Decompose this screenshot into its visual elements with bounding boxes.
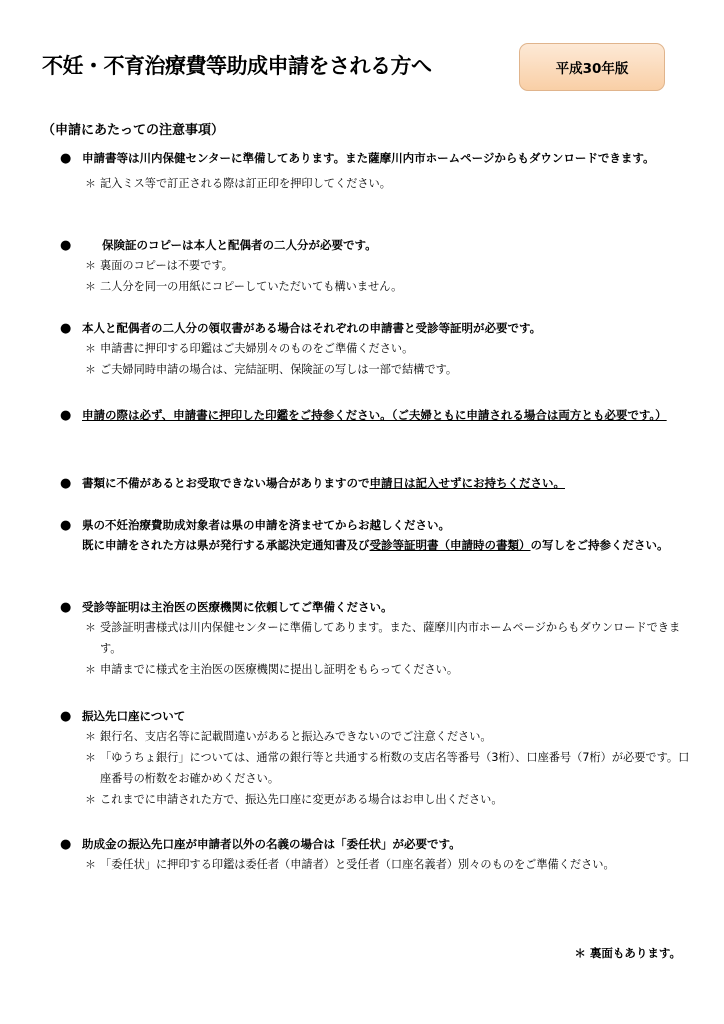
notice-item-text: 受診等証明は主治医の医療機関に依頼してご準備ください。 [82,600,393,614]
sub-note-mark: ＊ [85,751,96,764]
notice-item-text: 本人と配偶者の二人分の領収書がある場合はそれぞれの申請書と受診等証明が必要です。 [82,321,542,335]
sub-note: ＊ 「委任状」に押印する印鑑は委任者（申請者）と受任者（口座名義者）別々のものをご準備ください。 [82,854,690,875]
notice-item-treatment-certificate [60,597,690,680]
notice-item-receipts [60,318,690,380]
notice-item-application-form [60,148,690,194]
bullet-icon: ● [60,151,72,166]
page-title: 不妊・不育治療費等助成申請をされる方へ [42,54,432,78]
sub-note: ＊ ご夫婦同時申請の場合は、完結証明、保険証の写しは一部で結構です。 [82,359,690,380]
bullet-icon: ● [60,837,72,852]
bullet-icon: ● [60,600,72,615]
sub-note: ＊ 裏面のコピーは不要です。 [82,255,690,276]
sub-note-mark: ＊ [85,342,96,355]
bullet-icon: ● [60,476,72,491]
notice-item-insurance-card [60,235,690,297]
sub-note-mark: ＊ [85,663,96,676]
sub-note: ＊ 受診証明書様式は川内保健センターに準備してあります。また、薩摩川内市ホームページからもダウンロードできます。 [82,617,690,659]
notice-item-text: 県の不妊治療費助成対象者は県の申請を済ませてからお越しください。 既に申請をされた方は県が発行する承認決定通知書及び受診等証明書（申請時の書類）の写しをご持参ください。 [82,518,669,552]
notice-item-text: 助成金の振込先口座が申請者以外の名義の場合は「委任状」が必要です。 [82,837,461,851]
sub-note-mark: ＊ [85,858,96,871]
sub-note: ＊ 銀行名、支店名等に記載間違いがあると振込みできないのでご注意ください。 [82,726,690,747]
sub-note-mark: ＊ [85,259,96,272]
sub-note: ＊ 二人分を同一の用紙にコピーしていただいても構いません。 [82,276,690,297]
notice-item-bank-account [60,706,690,810]
sub-note-mark: ＊ [85,177,96,190]
edition-badge: 平成30年版 [519,43,665,91]
sub-note: ＊ 「ゆうちょ銀行」については、通常の銀行等と共通する桁数の支店名等番号（3桁）、口座番号（7桁）が必要です。口座番号の桁数をお確かめください。 [82,747,690,789]
notice-item-incomplete-documents [60,473,690,493]
notice-item-power-of-attorney [60,834,690,875]
bullet-icon: ● [60,709,72,724]
notice-item-text: 申請書等は川内保健センターに準備してあります。また薩摩川内市ホームページからもダウンロードできます。 [82,151,655,165]
sub-note-mark: ＊ [85,730,96,743]
bullet-icon: ● [60,238,72,253]
bullet-icon: ● [60,408,72,423]
notice-item-seal [60,405,690,425]
reverse-side-note: ＊ 裏面もあります。 [574,946,681,960]
sub-note: ＊ 記入ミス等で訂正される際は訂正印を押印してください。 [82,173,690,194]
sub-note-mark: ＊ [85,793,96,806]
notice-item-text: 振込先口座について [82,709,186,723]
section-heading: （申請にあたっての注意事項） [42,123,225,138]
notice-item-text: 申請の際は必ず、申請書に押印した印鑑をご持参ください。（ご夫婦ともに申請される場合は両方とも必要です。） [82,408,667,422]
sub-note: ＊ 申請までに様式を主治医の医療機関に提出し証明をもらってください。 [82,659,690,680]
notice-item-text: 書類に不備があるとお受取できない場合がありますので申請日は記入せずにお持ちください。 [82,476,565,490]
bullet-icon: ● [60,518,72,533]
sub-note-mark: ＊ [85,363,96,376]
sub-note-mark: ＊ [85,621,96,634]
bullet-icon: ● [60,321,72,336]
sub-note: ＊ 申請書に押印する印鑑はご夫婦別々のものをご準備ください。 [82,338,690,359]
sub-note: ＊ これまでに申請された方で、振込先口座に変更がある場合はお申し出ください。 [82,789,690,810]
sub-note-mark: ＊ [85,280,96,293]
notice-item-text: 保険証のコピーは本人と配偶者の二人分が必要です。 [102,238,377,252]
notice-item-prefecture-application [60,515,690,555]
